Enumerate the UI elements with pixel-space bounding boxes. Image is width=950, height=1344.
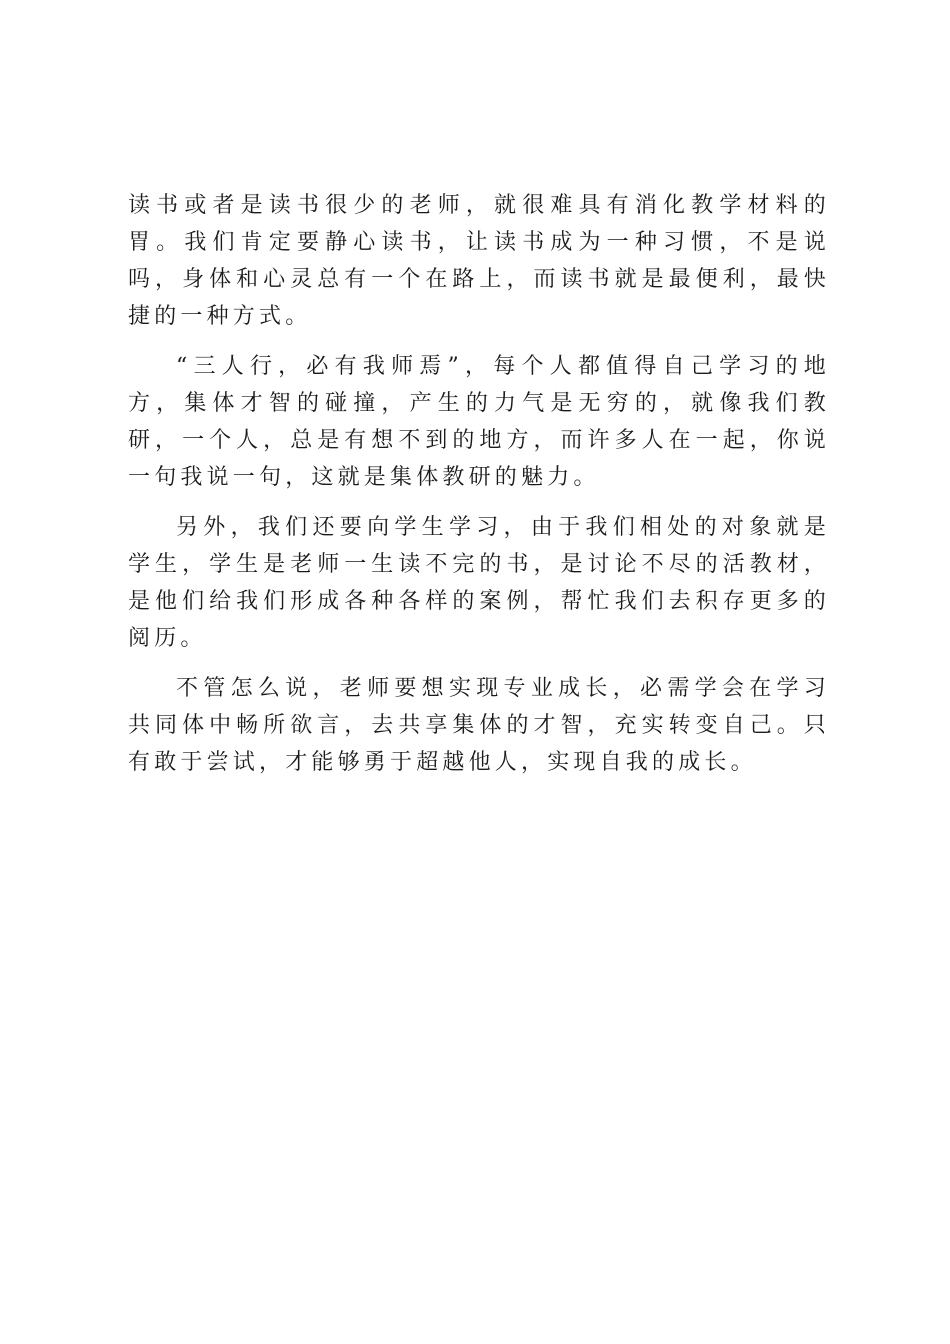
paragraph-1: 读书或者是读书很少的老师，就很难具有消化教学材料的胃。我们肯定要静心读书，让读书成为一种习惯，不是说吗，身体和心灵总有一个在路上，而读书就是最便利，最快捷的一种方式。 xyxy=(128,193,830,329)
document-body xyxy=(128,187,830,794)
paragraph-3: 另外，我们还要向学生学习，由于我们相处的对象就是学生，学生是老师一生读不完的书，是讨论不尽的活教材，是他们给我们形成各种各样的案例，帮忙我们去积存更多的阅历。 xyxy=(128,515,830,651)
paragraph-4: 不管怎么说，老师要想实现专业成长，必需学会在学习共同体中畅所欲言，去共享集体的才智，充实转变自己。只有敢于尝试，才能够勇于超越他人，实现自我的成长。 xyxy=(128,676,830,775)
paragraph-2: “三人行，必有我师焉”，每个人都值得自己学习的地方，集体才智的碰撞，产生的力气是无穷的，就像我们教研，一个人，总是有想不到的地方，而许多人在一起，你说一句我说一句，这就是集体教研的魅力。 xyxy=(128,354,830,490)
